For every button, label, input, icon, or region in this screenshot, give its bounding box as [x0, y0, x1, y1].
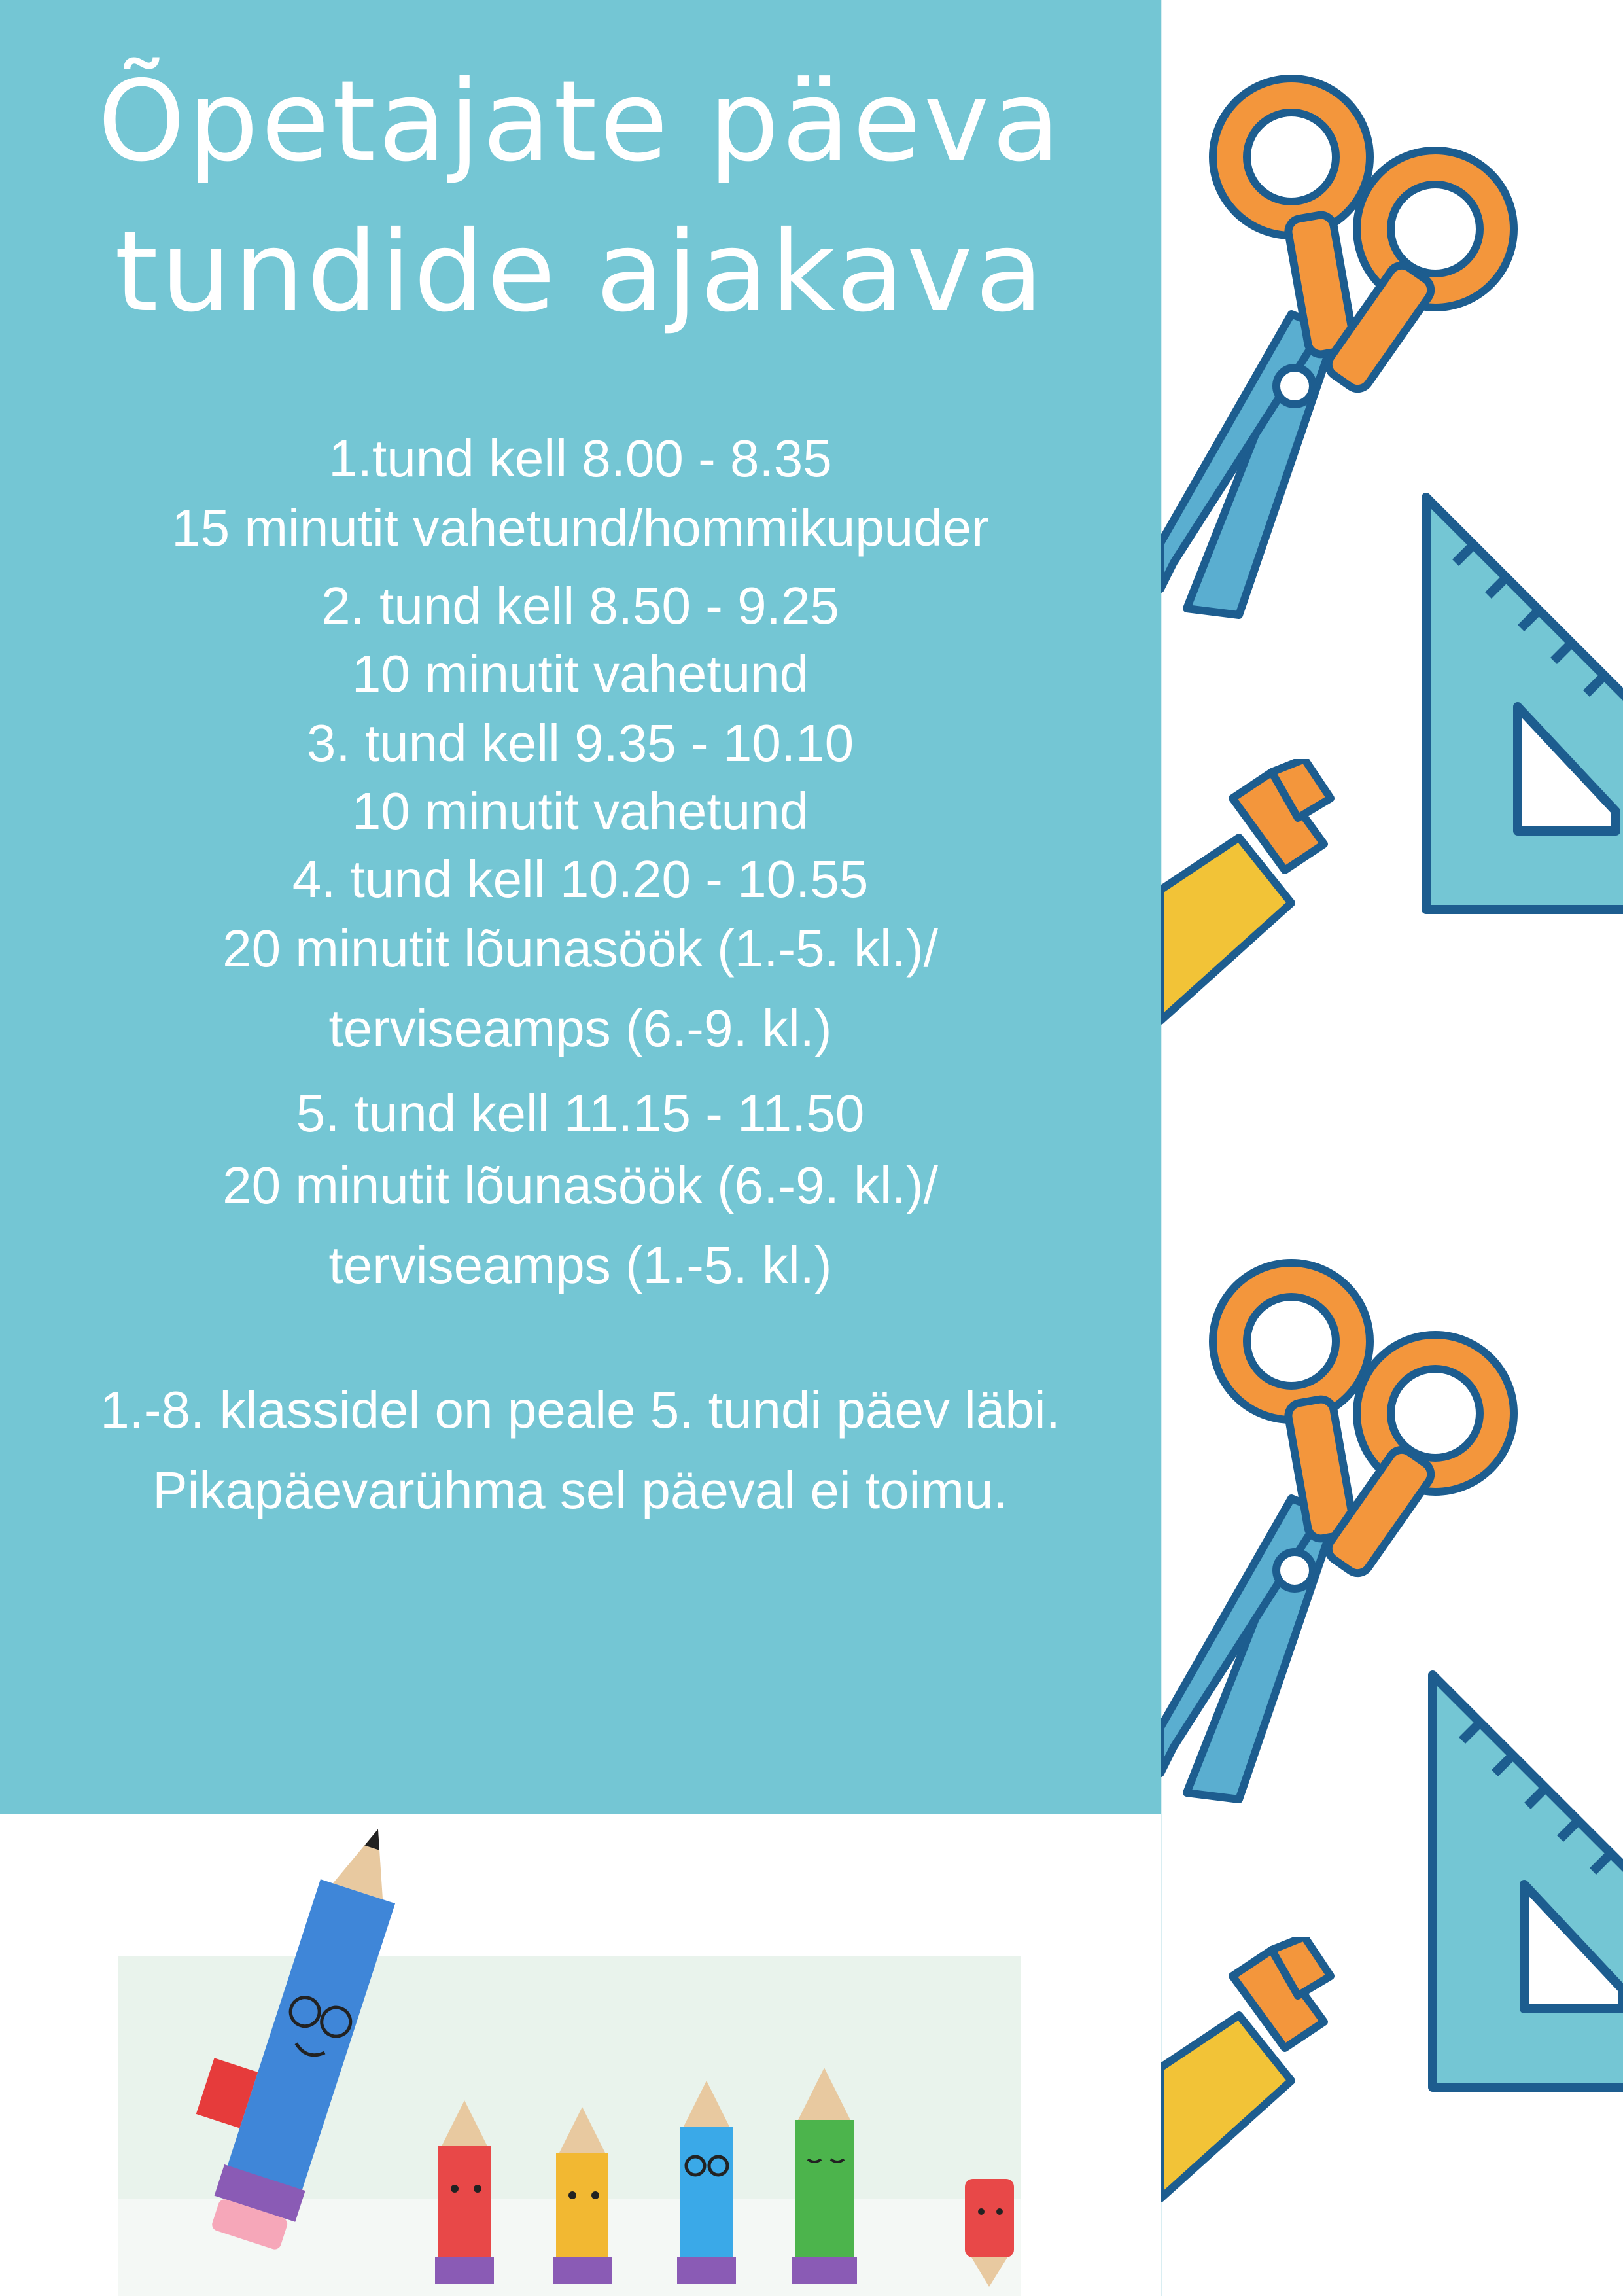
schedule-line-lesson-3: 3. tund kell 9.35 - 10.10	[306, 714, 854, 772]
crayon-icon-2	[1161, 1937, 1357, 2225]
schedule-line-lesson-5: 5. tund kell 11.15 - 11.50	[296, 1084, 865, 1142]
schedule-line-lunch-2: 20 minutit lõunasöök (6.-9. kl.)/	[222, 1156, 938, 1214]
set-square-icon-2	[1426, 1662, 1623, 2094]
schedule-line-break-3: 10 minutit vahetund	[351, 782, 809, 840]
schedule-line-snack-2: terviseamps (1.-5. kl.)	[328, 1236, 832, 1294]
schedule-line-lunch-1: 20 minutit lõunasöök (1.-5. kl.)/	[222, 919, 938, 978]
schedule-line-break-2: 10 minutit vahetund	[351, 645, 809, 703]
schedule-line-lesson-4: 4. tund kell 10.20 - 10.55	[292, 850, 869, 908]
crayon-icon	[1161, 759, 1357, 1047]
schedule-line-break-1: 15 minutit vahetund/hommikupuder	[171, 499, 989, 557]
set-square-icon	[1420, 484, 1623, 916]
pencil-characters-illustration	[111, 1806, 1027, 2296]
schedule-line-lesson-2: 2. tund kell 8.50 - 9.25	[321, 576, 839, 635]
note-line-2: Pikapäevarühma sel päeval ei toimu.	[152, 1461, 1008, 1519]
page-title-line-1: Õpetajate päeva	[97, 57, 1063, 186]
schedule-line-snack-1: terviseamps (6.-9. kl.)	[328, 999, 832, 1057]
note-line-1: 1.-8. klassidel on peale 5. tundi päev läbi.	[100, 1381, 1060, 1439]
schedule-line-lesson-1: 1.tund kell 8.00 - 8.35	[328, 429, 832, 487]
page-title-line-2: tundide ajakava	[114, 207, 1046, 337]
